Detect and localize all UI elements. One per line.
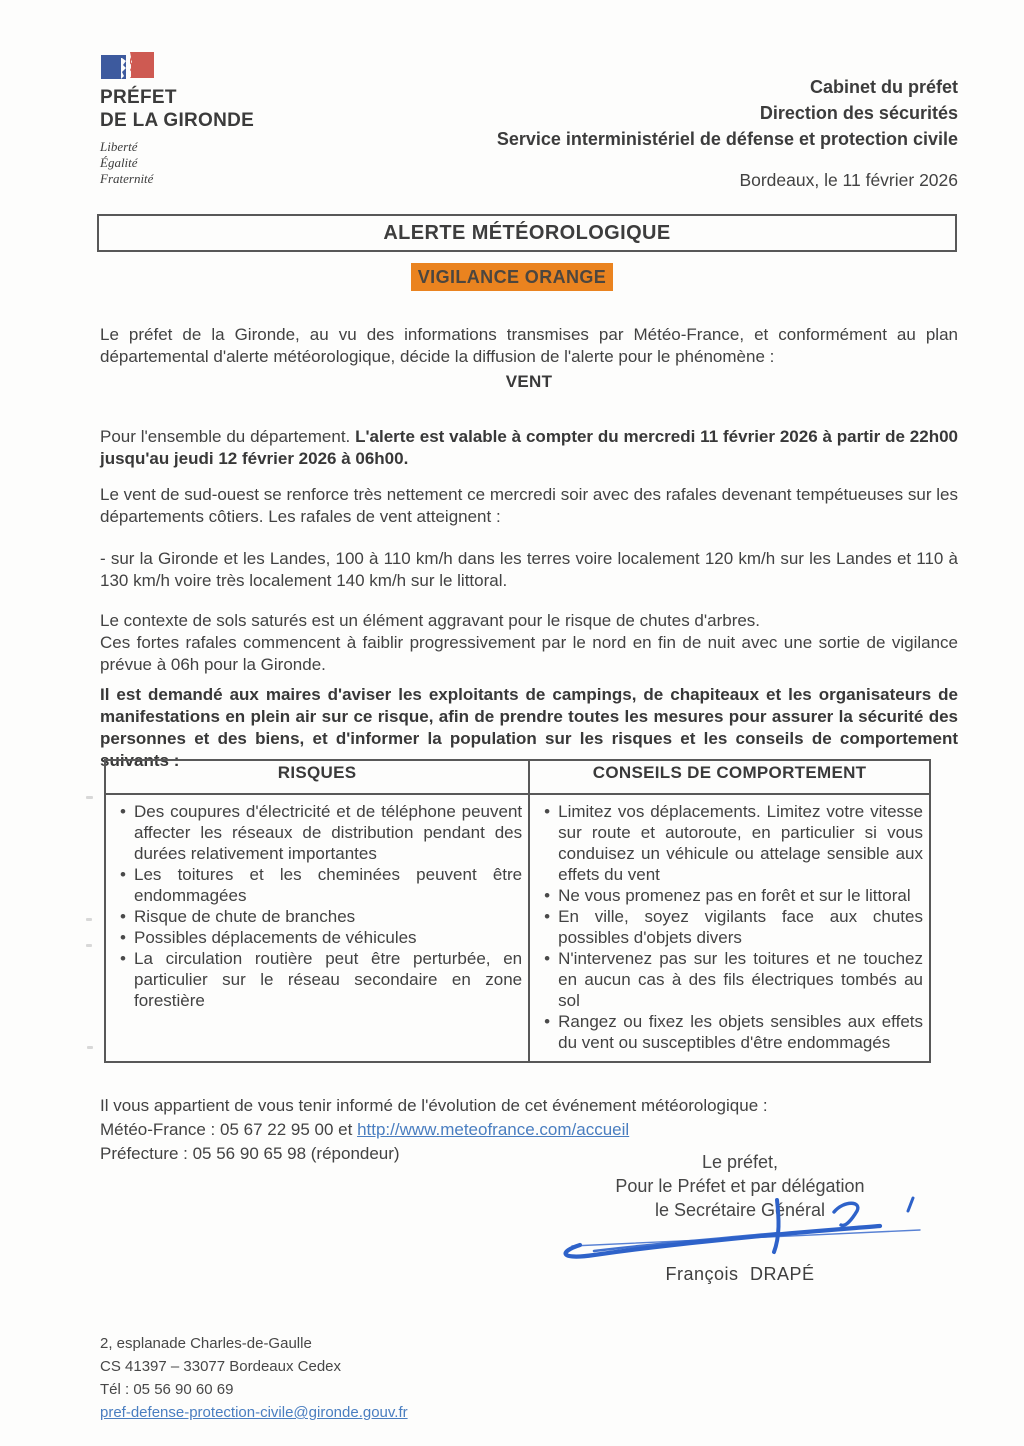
context-line1: Le contexte de sols saturés est un élément aggravant pour le risque de chutes d'arbres.	[100, 611, 761, 630]
french-government-logo	[100, 50, 320, 187]
republic-motto	[100, 139, 320, 187]
footer-email-link[interactable]: pref-defense-protection-civile@gironde.gouv.fr	[100, 1404, 408, 1421]
risk-item-text: La circulation routière peut être perturbée, en particulier sur le réseau secondaire en zone forestière	[134, 949, 523, 1010]
advice-column-header: CONSEILS DE COMPORTEMENT	[529, 760, 930, 794]
info-line1: Il vous appartient de vous tenir informé de l'évolution de cet événement météorologique :	[100, 1096, 768, 1115]
meteo-contact-prefix: Météo-France : 05 67 22 95 00 et	[100, 1120, 358, 1139]
office-line-cabinet: Cabinet du préfet	[809, 77, 958, 97]
agency-name-line1: PRÉFET	[100, 87, 177, 108]
motto-egalite: Égalité	[100, 155, 138, 170]
vigilance-orange-badge: VIGILANCE ORANGE	[411, 263, 613, 291]
context-line2: Ces fortes rafales commencent à faiblir progressivement par le nord en fin de nuit avec une sortie de vigilance prévue à 06h pour la Gironde.	[100, 633, 958, 674]
risk-item-text: Les toitures et les cheminées peuvent être endommagées	[134, 865, 523, 905]
bullet-icon: •	[544, 949, 551, 968]
advice-item-text: Rangez ou fixez les objets sensibles aux effets du vent ou susceptibles d'être endommagés	[558, 1012, 923, 1052]
signature-line3: le Secrétaire Général	[654, 1200, 826, 1220]
wind-description-paragraph: Le vent de sud-ouest se renforce très nettement ce mercredi soir avec des rafales devenant tempétueuses sur les départements côtiers. Les rafales de vent atteignent :	[100, 485, 958, 526]
footer-address-line1: 2, esplanade Charles-de-Gaulle	[100, 1335, 312, 1352]
signature-block	[555, 1150, 925, 1286]
bullet-icon: •	[120, 865, 126, 884]
meteofrance-link[interactable]: http://www.meteofrance.com/accueil	[357, 1120, 630, 1139]
signature-line2: Pour le Préfet et par délégation	[615, 1176, 865, 1196]
advice-item-text: Limitez vos déplacements. Limitez votre vitesse sur route et autoroute, en particulier si vous conduisez un véhicule ou attelage sensible aux effets du vent	[558, 802, 923, 884]
footer-address-line2: CS 41397 – 33077 Bordeaux Cedex	[100, 1358, 342, 1375]
footer-phone: Tél : 05 56 90 60 69	[100, 1381, 234, 1398]
advice-item-text: En ville, soyez vigilants face aux chutes possibles d'objets divers	[558, 907, 923, 947]
table-header-row	[105, 760, 930, 794]
validity-period: L'alerte est valable à compter du mercredi 11 février 2026 à partir de 22h00 jusqu'au jeudi 12 février 2026 à 06h00.	[100, 427, 958, 468]
motto-fraternite: Fraternité	[100, 171, 154, 186]
alert-title-box: ALERTE MÉTÉOROLOGIQUE	[97, 214, 957, 252]
scan-artifact	[87, 1046, 93, 1049]
mayors-instruction-paragraph: Il est demandé aux maires d'aviser les exploitants de campings, de chapiteaux et les organisateurs de manifestations en plein air sur ce risque, afin de prendre toutes les mesures pour assurer la sécurité des personnes et des biens, et d'informer la population sur les risques et les conseils de comportement suivants :	[100, 685, 958, 770]
list-item	[536, 948, 923, 1011]
list-item	[112, 948, 522, 1011]
motto-liberte: Liberté	[100, 139, 138, 154]
list-item	[112, 906, 522, 927]
validity-scope: Pour l'ensemble du département.	[100, 427, 356, 446]
meteo-contact-line	[100, 1118, 960, 1142]
list-item	[112, 864, 522, 906]
risks-cell	[105, 794, 529, 1062]
office-line-service: Service interministériel de défense et protection civile	[496, 129, 958, 149]
intro-paragraph: Le préfet de la Gironde, au vu des informations transmises par Météo-France, et conformément au plan départemental d'alerte météorologique, décide la diffusion de l'alerte pour le phénomène :	[100, 325, 958, 366]
gusts-paragraph: - sur la Gironde et les Landes, 100 à 110 km/h dans les terres voire localement 120 km/h sur les Landes et 110 à 130 km/h voire très localement 140 km/h sur le littoral.	[100, 549, 958, 590]
list-item	[536, 1011, 923, 1053]
risks-column-header: RISQUES	[105, 760, 529, 794]
bullet-icon: •	[120, 928, 126, 947]
advice-item-text: Ne vous promenez pas en forêt et sur le littoral	[558, 886, 911, 905]
bullet-icon: •	[544, 886, 551, 905]
list-item	[536, 885, 923, 906]
issuing-office-block	[497, 74, 958, 152]
list-item	[112, 927, 522, 948]
office-line-direction: Direction des sécurités	[759, 103, 958, 123]
risk-item-text: Des coupures d'électricité et de téléphone peuvent affecter les réseaux de distribution pendant des durées relativement importantes	[134, 802, 523, 863]
agency-name-line2: DE LA GIRONDE	[100, 110, 255, 131]
prefecture-contact-line: Préfecture : 05 56 90 65 98 (répondeur)	[100, 1144, 400, 1163]
bullet-icon: •	[120, 907, 126, 926]
risk-item-text: Possibles déplacements de véhicules	[134, 928, 417, 947]
risk-item-text: Risque de chute de branches	[134, 907, 356, 926]
bullet-icon: •	[544, 907, 551, 926]
bullet-icon: •	[120, 802, 126, 821]
signatory-name: François DRAPÉ	[665, 1264, 815, 1284]
risks-advice-table	[104, 759, 931, 1063]
vigilance-row	[0, 263, 1024, 291]
context-paragraph	[100, 610, 958, 676]
list-item	[536, 801, 923, 885]
footer-address-block	[100, 1332, 408, 1424]
bullet-icon: •	[120, 949, 126, 968]
phenomenon-label: VENT	[505, 372, 553, 391]
advice-cell	[529, 794, 930, 1062]
scan-artifact	[86, 918, 92, 921]
scan-artifact	[86, 944, 92, 947]
list-item	[112, 801, 522, 864]
tricolor-flag-icon	[100, 50, 156, 82]
table-body-row	[105, 794, 930, 1062]
scan-artifact	[86, 796, 93, 799]
dateline: Bordeaux, le 11 février 2026	[739, 170, 958, 190]
bullet-icon: •	[544, 802, 551, 821]
signature-line1: Le préfet,	[701, 1152, 779, 1172]
bullet-icon: •	[544, 1012, 551, 1031]
advice-item-text: N'intervenez pas sur les toitures et ne touchez en aucun cas à des fils électriques tombés au sol	[558, 949, 923, 1010]
agency-name	[100, 86, 320, 132]
list-item	[536, 906, 923, 948]
validity-paragraph	[100, 426, 958, 470]
